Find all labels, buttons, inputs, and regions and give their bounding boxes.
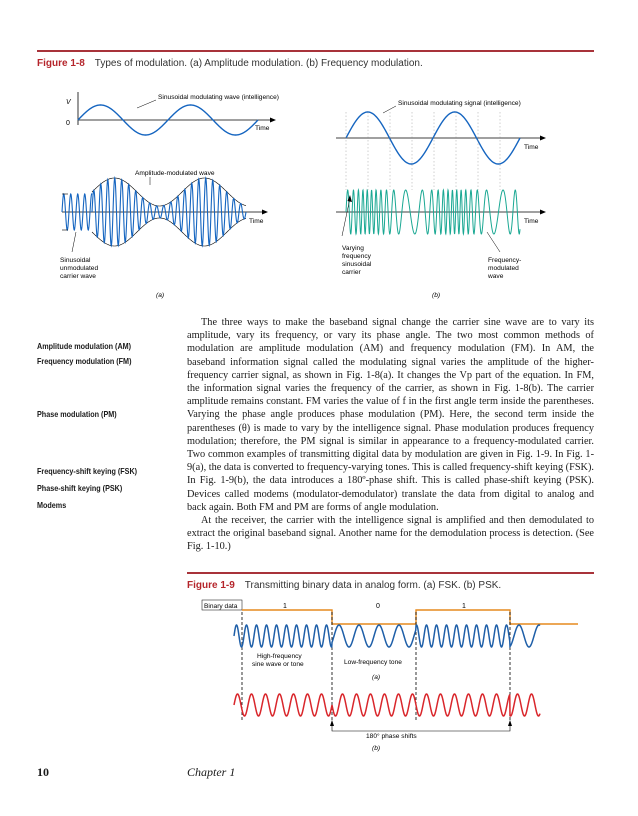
leader-line <box>383 106 396 113</box>
figure-number: Figure 1-8 <box>37 58 85 69</box>
figure-number: Figure 1-9 <box>187 580 235 591</box>
figure-1-8-caption <box>37 58 423 69</box>
carrier-label-1: Sinusoidal <box>60 257 91 264</box>
chapter-label: Chapter 1 <box>187 765 236 779</box>
body-text <box>187 316 594 554</box>
sidebar-term-am: Amplitude modulation (AM) <box>37 342 132 351</box>
v-label: V <box>66 99 71 106</box>
caption-text: Types of modulation. (a) Amplitude modulation. (b) Frequency modulation. <box>94 58 423 69</box>
figure-1-9-rule <box>187 572 594 574</box>
varying-label-1: Varying <box>342 245 364 252</box>
sidebar-term-pm: Phase modulation (PM) <box>37 410 117 419</box>
sidebar-term-fm: Frequency modulation (FM) <box>37 357 132 366</box>
bit-1: 1 <box>283 603 287 610</box>
binary-data-label: Binary data <box>204 603 238 610</box>
panel-a-label: (a) <box>156 292 165 299</box>
top-rule <box>37 50 594 52</box>
fm-time-label-2: Time <box>524 218 539 225</box>
arrow-icon <box>262 210 268 215</box>
fm-label-2: modulated <box>488 265 519 272</box>
lf-label: Low-frequency tone <box>344 659 402 666</box>
varying-label-3: sinusoidal <box>342 261 372 268</box>
fm-modulating-label: Sinusoidal modulating signal (intelligence) <box>398 100 521 107</box>
phase-shift-label: 180° phase shifts <box>366 733 417 740</box>
phase-shift-bracket <box>332 724 510 731</box>
time-label: Time <box>255 125 270 132</box>
bit-0: 0 <box>376 603 380 610</box>
arrow-icon <box>508 720 512 726</box>
am-wave-label: Amplitude-modulated wave <box>135 170 215 177</box>
panel-a-label: (a) <box>372 674 381 681</box>
arrow-icon <box>540 210 546 215</box>
fm-time-label: Time <box>524 144 539 151</box>
leader-line <box>487 232 500 252</box>
arrow-icon <box>330 720 334 726</box>
caption-text: Transmitting binary data in analog form. (a) FSK. (b) PSK. <box>244 580 502 591</box>
carrier-label-2: unmodulated <box>60 265 99 272</box>
binary-data-line <box>242 610 578 624</box>
hf-label-2: sine wave or tone <box>252 661 304 668</box>
arrow-icon <box>540 136 546 141</box>
figure-1-9-diagram <box>0 595 638 755</box>
varying-label-4: carrier <box>342 269 361 276</box>
fm-label-1: Frequency- <box>488 257 522 264</box>
carrier-label-3: carrier wave <box>60 273 96 280</box>
sidebar-term-fsk: Frequency-shift keying (FSK) <box>37 467 138 476</box>
am-modulating-label: Sinusoidal modulating wave (intelligence) <box>158 94 279 101</box>
psk-wave <box>234 694 540 716</box>
arrow-icon <box>270 118 276 123</box>
panel-b-label: (b) <box>432 292 441 299</box>
fm-label-3: wave <box>488 273 504 280</box>
fm-guide-lines <box>346 112 500 190</box>
fsk-wave <box>234 625 540 647</box>
zero-label: 0 <box>66 120 70 127</box>
sidebar-term-modems: Modems <box>37 501 67 510</box>
hf-label-1: High-frequency <box>257 653 302 660</box>
figure-1-9-caption <box>187 580 501 591</box>
bit-1b: 1 <box>462 603 466 610</box>
sidebar-term-psk: Phase-shift keying (PSK) <box>37 484 123 493</box>
time-label-2: Time <box>249 218 264 225</box>
page-number: 10 <box>37 765 49 779</box>
varying-label-2: frequency <box>342 253 371 260</box>
figure-1-8-diagram <box>0 80 638 305</box>
paragraph-2: At the receiver, the carrier with the intelligence signal is amplified and then demodulated to extract the original baseband signal. Another name for the demodulation process is detection. (See Fig. 1-10.) <box>187 515 594 553</box>
paragraph-1: The three ways to make the baseband signal change the carrier sine wave are to vary its amplitude, vary its frequency, or vary its phase angle. The two most common methods of modulation are amplitude modulation (AM) and frequency modulation (FM). In AM, the baseband information signal called the modulating signal varies the amplitude of the higher-frequency carrier signal, as shown in Fig. 1-8(a). It changes the Vp part of the equation. In FM, the information signal varies the frequency of the carrier, as shown in Fig. 1-8(b). The carrier amplitude remains constant. FM varies the value of f in the first angle term inside the parentheses. Varying the phase angle produces phase modulation (PM). Here, the second term inside the parentheses (θ) is made to vary by the intelligence signal. Phase modulation produces frequency modulation; therefore, the PM signal is similar in appearance to a frequency-modulated carrier. Two common examples of transmitting digital data by modulation are given in Fig. 1-9. In Fig. 1-9(a), the data is converted to frequency-varying tones. This is called frequency-shift keying (FSK). In Fig. 1-9(b), the data introduces a 180º-phase shift. This is called phase-shift keying (PSK). Devices called modems (modulator-demodulator) translate the data from digital to analog and back again. Both FM and PM are forms of angle modulation. <box>187 317 594 513</box>
leader-line <box>137 100 156 108</box>
panel-b-label: (b) <box>372 745 381 752</box>
leader-line <box>72 232 76 252</box>
